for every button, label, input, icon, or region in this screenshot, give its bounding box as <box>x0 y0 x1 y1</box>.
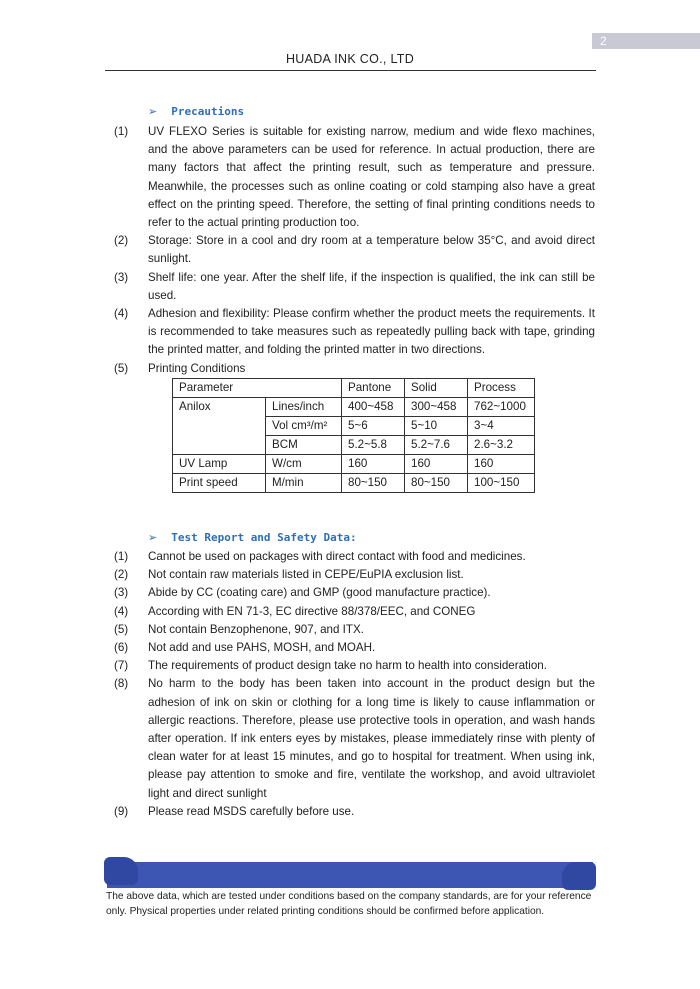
list-item <box>0 584 700 602</box>
header-rule <box>105 70 596 71</box>
company-header: HUADA INK CO., LTD <box>285 52 415 66</box>
list-item <box>0 548 700 566</box>
item-text: Printing Conditions <box>148 361 246 375</box>
item-number: (7) <box>114 659 129 673</box>
item-text: Storage: Store in a cool and dry room at a temperature below 35°C, and avoid direct sunlight. <box>148 234 595 266</box>
item-number: (9) <box>114 804 129 818</box>
list-item <box>0 639 700 657</box>
list-item <box>0 269 700 305</box>
list-item <box>0 621 700 639</box>
footer-ribbon-curl-left <box>104 857 138 885</box>
table-cell: 5~10 <box>405 417 468 436</box>
item-number: (4) <box>114 307 129 321</box>
item-text: The requirements of product design take no harm to health into consideration. <box>148 659 547 673</box>
arrow-bullet-icon: ➢ <box>148 105 158 118</box>
list-item <box>0 232 700 268</box>
list-item <box>0 803 700 821</box>
table-cell-anilox: Anilox <box>173 398 266 455</box>
table-cell: Print speed <box>173 474 266 493</box>
item-text: Not contain Benzophenone, 907, and ITX. <box>148 622 364 636</box>
item-number: (3) <box>114 586 129 600</box>
table-cell: UV Lamp <box>173 455 266 474</box>
item-text: Not add and use PAHS, MOSH, and MOAH. <box>148 641 376 655</box>
precautions-title: Precautions <box>171 105 245 118</box>
item-text: Adhesion and flexibility: Please confirm whether the product meets the requirements. It is recommended to take measures such as repeatedly pulling back with tape, grinding the printed matter, and folding the printed matter in two directions. <box>148 307 595 357</box>
table-cell: Vol cm³/m² <box>266 417 342 436</box>
printing-conditions-table <box>172 378 535 493</box>
table-cell: 160 <box>342 455 405 474</box>
table-cell: BCM <box>266 436 342 455</box>
item-text: UV FLEXO Series is suitable for existing narrow, medium and wide flexo machines, and the above parameters can be used for reference. In actual production, there are many factors that affect the printing result, such as temperature and pressure. Meanwhile, the processes such as online coating or cold stamping also have a great effect on the printing speed. Therefore, the setting of final printing conditions needs to refer to the actual printing production too. <box>148 125 595 230</box>
table-header-row <box>173 379 535 398</box>
table-header-cell: Pantone <box>342 379 405 398</box>
footer-disclaimer: The above data, which are tested under conditions based on the company standards, are for your reference only. Physical properties under related printing conditions should be confirmed before application. <box>106 891 592 917</box>
table-header-cell: Parameter <box>173 379 342 398</box>
item-text: No harm to the body has been taken into account in the product design but the adhesion of ink on skin or clothing for a long time is likely to cause inflammation or allergic reactions. Therefore, please use protective tools in operation, and wash hands after operation. If ink enters eyes by mistakes, please immediately rinse with plenty of clean water for at least 15 minutes, and go to hospital for treatment. When using ink, please pay attention to smoke and fire, ventilate the workshop, and avoid ultraviolet light and direct sunlight <box>148 677 595 800</box>
table-cell: 100~150 <box>468 474 535 493</box>
footer-ribbon <box>107 862 593 888</box>
test-report-heading <box>148 531 357 544</box>
item-text: Abide by CC (coating care) and GMP (good manufacture practice). <box>148 586 491 600</box>
item-number: (1) <box>114 550 129 563</box>
table-cell: 80~150 <box>405 474 468 493</box>
list-item <box>0 603 700 621</box>
item-text: Not contain raw materials listed in CEPE/EuPIA exclusion list. <box>148 568 464 582</box>
table-cell: 160 <box>468 455 535 474</box>
test-report-list <box>0 548 700 821</box>
list-item <box>0 360 700 378</box>
table-row <box>173 474 535 493</box>
arrow-bullet-icon: ➢ <box>148 531 158 544</box>
table-cell: 160 <box>405 455 468 474</box>
item-number: (6) <box>114 641 129 655</box>
table-cell: 80~150 <box>342 474 405 493</box>
precautions-list <box>0 123 700 378</box>
table-header-cell: Solid <box>405 379 468 398</box>
table-cell: 3~4 <box>468 417 535 436</box>
list-item <box>0 123 700 232</box>
item-text: Shelf life: one year. After the shelf life, if the inspection is qualified, the ink can still be used. <box>148 270 595 302</box>
table-cell: 5.2~5.8 <box>342 436 405 455</box>
table-cell: 762~1000 <box>468 398 535 417</box>
table-cell: W/cm <box>266 455 342 474</box>
footer-ribbon-curl-right <box>562 862 596 890</box>
item-number: (5) <box>114 361 129 375</box>
item-number: (8) <box>114 677 129 691</box>
list-item <box>0 657 700 675</box>
table-cell: 5~6 <box>342 417 405 436</box>
item-number: (2) <box>114 234 129 248</box>
table-cell: 2.6~3.2 <box>468 436 535 455</box>
table-cell: Lines/inch <box>266 398 342 417</box>
item-text: Cannot be used on packages with direct contact with food and medicines. <box>148 550 526 563</box>
list-item <box>0 675 700 802</box>
table-cell: 5.2~7.6 <box>405 436 468 455</box>
table-header-cell: Process <box>468 379 535 398</box>
list-item <box>0 305 700 360</box>
table-cell: 400~458 <box>342 398 405 417</box>
table-row <box>173 455 535 474</box>
table-cell: 300~458 <box>405 398 468 417</box>
page-number: 2 <box>600 34 607 48</box>
item-number: (5) <box>114 622 129 636</box>
item-number: (4) <box>114 604 129 618</box>
item-text: According with EN 71-3, EC directive 88/378/EEC, and CONEG <box>148 604 476 618</box>
item-text: Please read MSDS carefully before use. <box>148 804 355 818</box>
table-row <box>173 398 535 417</box>
test-report-title: Test Report and Safety Data: <box>171 531 357 544</box>
precautions-heading <box>148 105 244 118</box>
page-number-bar <box>592 33 700 49</box>
item-number: (3) <box>114 270 129 284</box>
table-cell: M/min <box>266 474 342 493</box>
list-item <box>0 566 700 584</box>
item-number: (2) <box>114 568 129 582</box>
item-number: (1) <box>114 125 129 138</box>
